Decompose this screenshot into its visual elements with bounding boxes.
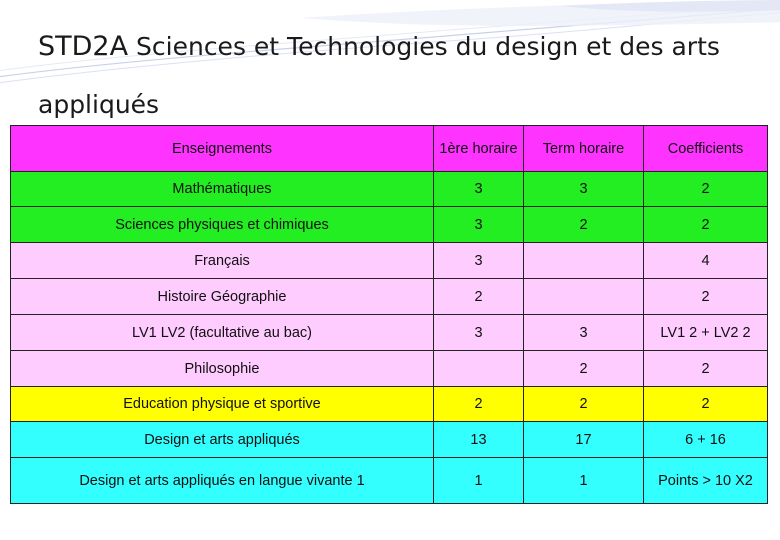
first-year-hours-cell: 2 [434,279,524,315]
first-year-hours-cell: 3 [434,172,524,207]
first-year-hours-cell: 3 [434,243,524,279]
coefficient-cell: 2 [644,387,768,422]
table-row [11,315,768,351]
first-year-hours-cell: 3 [434,315,524,351]
table-row [11,207,768,243]
subject-cell: Philosophie [11,351,434,387]
coefficient-cell: 2 [644,172,768,207]
page-title [38,18,758,134]
final-year-hours-cell [524,243,644,279]
final-year-hours-cell [524,279,644,315]
coefficient-cell: 4 [644,243,768,279]
header-1ere-horaire: 1ère horaire [434,126,524,172]
coefficient-cell: 6 + 16 [644,422,768,458]
coefficient-cell: Points > 10 X2 [644,458,768,504]
final-year-hours-cell: 2 [524,207,644,243]
subject-cell: Design et arts appliqués [11,422,434,458]
title-prefix: STD2A [38,31,129,62]
coefficient-cell: 2 [644,279,768,315]
coefficient-cell: 2 [644,207,768,243]
table-row [11,351,768,387]
subject-cell: Design et arts appliqués en langue vivante 1 [11,458,434,504]
header-coefficients: Coefficients [644,126,768,172]
header-term-horaire: Term horaire [524,126,644,172]
first-year-hours-cell: 1 [434,458,524,504]
subject-cell: Education physique et sportive [11,387,434,422]
coefficient-cell: LV1 2 + LV2 2 [644,315,768,351]
table-row [11,458,768,504]
subjects-table [10,125,768,504]
table-header-row [11,126,768,172]
table-row [11,172,768,207]
coefficient-cell: 2 [644,351,768,387]
final-year-hours-cell: 17 [524,422,644,458]
first-year-hours-cell: 2 [434,387,524,422]
first-year-hours-cell: 3 [434,207,524,243]
header-enseignements: Enseignements [11,126,434,172]
table-row [11,422,768,458]
final-year-hours-cell: 2 [524,387,644,422]
subject-cell: Français [11,243,434,279]
final-year-hours-cell: 3 [524,172,644,207]
final-year-hours-cell: 3 [524,315,644,351]
final-year-hours-cell: 1 [524,458,644,504]
table-row [11,243,768,279]
first-year-hours-cell [434,351,524,387]
table-row [11,279,768,315]
subject-cell: LV1 LV2 (facultative au bac) [11,315,434,351]
subject-cell: Sciences physiques et chimiques [11,207,434,243]
title-main: Sciences et Technologies du design et des arts appliqués [38,32,720,119]
subject-cell: Mathématiques [11,172,434,207]
first-year-hours-cell: 13 [434,422,524,458]
table-row [11,387,768,422]
final-year-hours-cell: 2 [524,351,644,387]
subject-cell: Histoire Géographie [11,279,434,315]
